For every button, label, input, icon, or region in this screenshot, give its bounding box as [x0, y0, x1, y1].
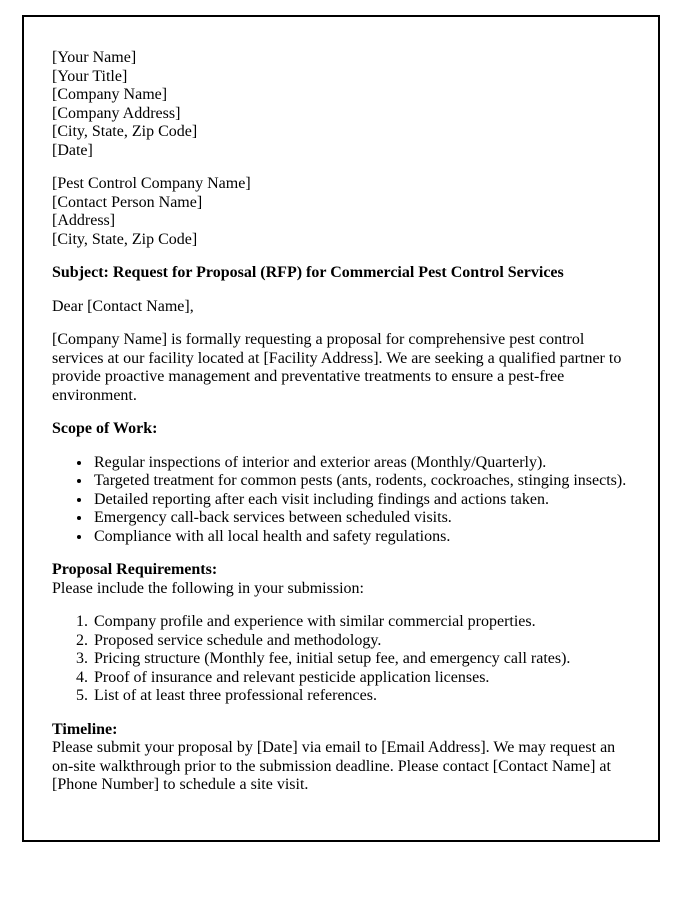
- sender-address-block: [52, 49, 632, 160]
- recipient-contact-line: [Contact Person Name]: [52, 193, 203, 211]
- list-item: • Targeted treatment for common pests (ants, rodents, cockroaches, stinging insects).: [92, 472, 632, 491]
- list-item: • Regular inspections of interior and exterior areas (Monthly/Quarterly).: [92, 454, 632, 473]
- list-item: • Detailed reporting after each visit including findings and actions taken.: [92, 491, 632, 510]
- recipient-city-line: [City, State, Zip Code]: [52, 230, 198, 248]
- salutation: Dear [Contact Name],: [52, 297, 194, 315]
- scope-of-work-list: [52, 454, 632, 547]
- scope-of-work-heading: Scope of Work:: [52, 420, 158, 437]
- list-item: • Compliance with all local health and safety regulations.: [92, 528, 632, 547]
- timeline-heading: Timeline:: [52, 720, 118, 738]
- recipient-address-line: [Address]: [52, 212, 116, 229]
- sender-name-line: [Your Name]: [52, 49, 137, 66]
- intro-paragraph: [Company Name] is formally requesting a proposal for comprehensive pest control services at our facility located at [Facility Address]. We are seeking a qualified partner to provide proactive management and preventative treatments to ensure a pest-free environment.: [52, 331, 622, 404]
- list-item: 2. Proposed service schedule and methodology.: [92, 632, 632, 651]
- sender-title-line: [Your Title]: [52, 67, 128, 85]
- recipient-company-line: [Pest Control Company Name]: [52, 175, 251, 192]
- letter-border-frame: [22, 15, 660, 842]
- list-item: 5. List of at least three professional references.: [92, 687, 632, 706]
- proposal-requirements-heading: Proposal Requirements:: [52, 561, 218, 578]
- sender-address-line: [Company Address]: [52, 104, 181, 122]
- sender-company-line: [Company Name]: [52, 86, 168, 103]
- recipient-address-block: [52, 175, 632, 249]
- letter-content: [24, 17, 658, 795]
- subject-line: Subject: Request for Proposal (RFP) for Commercial Pest Control Services: [52, 264, 564, 281]
- sender-date-line: [Date]: [52, 141, 93, 159]
- proposal-requirements-list: [52, 613, 632, 706]
- proposal-requirements-intro: Please include the following in your submission:: [52, 579, 364, 597]
- list-item: 4. Proof of insurance and relevant pesticide application licenses.: [92, 669, 632, 688]
- timeline-block: [52, 721, 632, 795]
- list-item: 1. Company profile and experience with similar commercial properties.: [92, 613, 632, 632]
- sender-city-line: [City, State, Zip Code]: [52, 123, 198, 140]
- list-item: • Emergency call-back services between scheduled visits.: [92, 509, 632, 528]
- list-item: 3. Pricing structure (Monthly fee, initial setup fee, and emergency call rates).: [92, 650, 632, 669]
- timeline-paragraph: Please submit your proposal by [Date] via email to [Email Address]. We may request an on-site walkthrough prior to the submission deadline. Please contact [Contact Name] at [Phone Number] to schedule a site visit.: [52, 739, 616, 793]
- proposal-requirements-block: [52, 561, 632, 598]
